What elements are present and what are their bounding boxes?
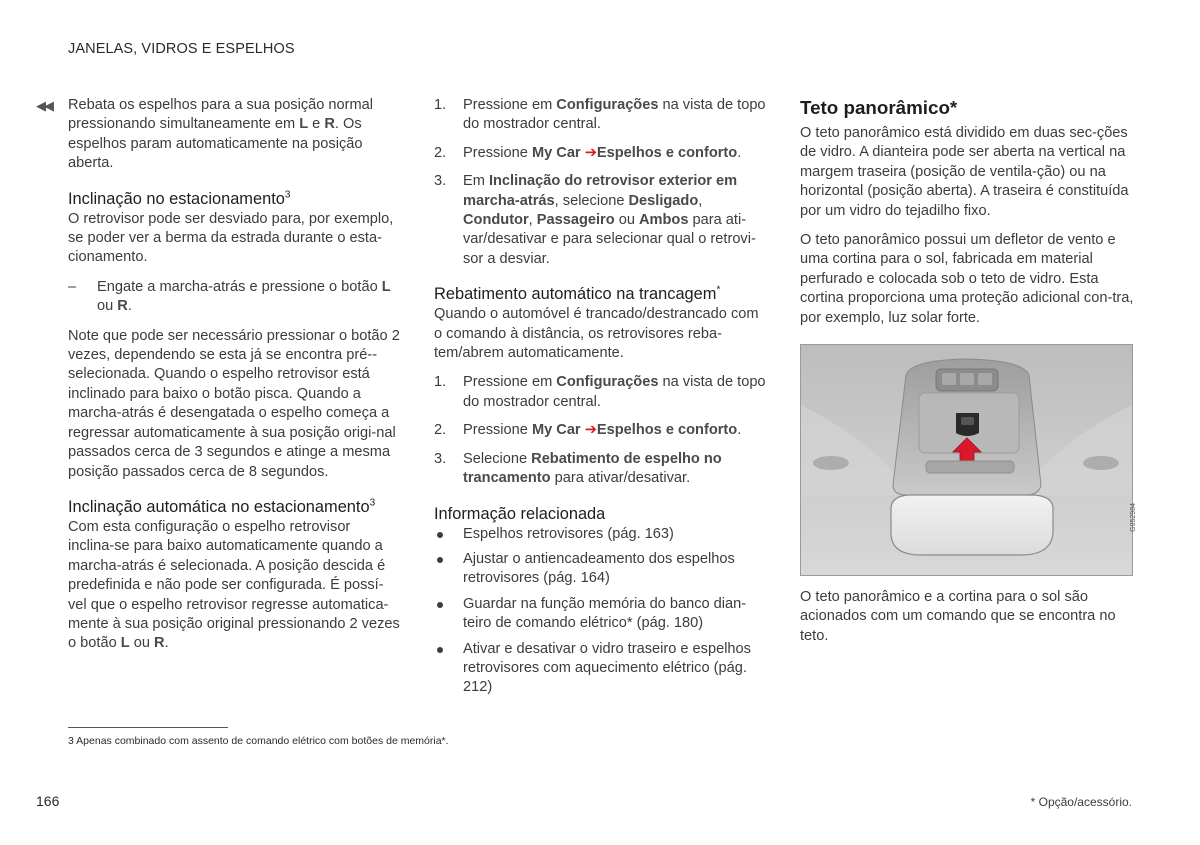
arrow-right-icon: ➔ — [584, 422, 597, 439]
intro-text: . Os espelhos param automaticamente na posição aberta. — [68, 116, 363, 172]
step-item: 1. Pressione em Configurações na vista de topo do mostrador central. — [434, 97, 766, 133]
roof-control-illustration — [800, 344, 1137, 576]
dash-list-item: – Engate a marcha-atrás e pressione o botão L ou R. — [68, 278, 391, 315]
related-links-list — [434, 525, 770, 698]
auto-fold-text: Quando o automóvel é trancado/destrancado com o comando à distância, os retrovisores reba-tem/abrem automaticamente. — [434, 306, 759, 362]
button-l-label: L — [381, 278, 391, 295]
column-3 — [800, 96, 1137, 656]
option-name: Ambos — [639, 212, 689, 229]
option-name: Passageiro — [536, 212, 615, 229]
footnote-divider — [68, 727, 228, 728]
menu-name: Rebatimento de espelho no trancamento — [463, 450, 722, 487]
heading-related-info: Informação relacionada — [434, 504, 606, 523]
step-item: 2. Pressione My Car ➔Espelhos e conforto. — [434, 422, 742, 439]
menu-name: Configurações — [556, 97, 659, 113]
note-paragraph: Note que pode ser necessário pressionar o botão 2 vezes, dependendo se esta já se encontra pré--selecionada. Quando o espelho retrovisor está inclinado para baixo o botão pisca. Quando a marcha-atrás é desengatada o espelho começa a regressar automaticamente à sua posição origi-nal passados cerca de 3 segundos e atinge a mesma posição passados cerca de 8 segundos. — [68, 327, 400, 480]
step-item: 3. Selecione Rebatimento de espelho no trancamento para ativar/desativar. — [434, 450, 722, 487]
roof-paragraph-2: O teto panorâmico possui um defletor de vento e uma cortina para o sol, fabricada em material perfurado e colocada sob o teto de vidro. Esta cortina proporciona uma proteção adicional con-tra, por exemplo, luz solar forte. — [800, 232, 1134, 326]
step-item: 1. Pressione em Configurações na vista de topo do mostrador central. — [434, 374, 766, 410]
menu-name: Espelhos e conforto — [596, 422, 738, 439]
intro-paragraph — [68, 96, 400, 174]
figure-caption: O teto panorâmico e a cortina para o sol são acionados com um comando que se encontra no teto. — [800, 589, 1116, 644]
running-header: JANELAS, VIDROS E ESPELHOS — [68, 41, 295, 57]
step-item: 3. Em Inclinação do retrovisor exterior em marcha-atrás, selecione Desligado, Condutor, Passageiro ou Ambos para ati-var/desativar e para selecionar qual o retrovi-sor a desviar. — [434, 173, 756, 267]
steps-list-fold — [434, 373, 770, 488]
auto-tilt-text: Com esta configuração o espelho retrovisor inclina-se para baixo automaticamente quando a marcha-atrás é selecionada. A posição descida é predefinida e não pode ser configurada. É possí-vel que o espelho retrovisor regresse automatica-mente à sua posição original pressionando 2 vezes o botão L ou R. — [68, 518, 400, 652]
roof-paragraph-1: O teto panorâmico está dividido em duas sec-ções de vidro. A dianteira pode ser aberta na vertical na margem traseira (posição de ventila-ção) ou na horizontal (posição aberta). A traseira é constituída por um vidro do tejadilho fixo. — [800, 125, 1129, 219]
option-name: Desligado — [628, 192, 699, 209]
button-r-label: R — [154, 635, 165, 652]
menu-name: My Car — [531, 422, 581, 439]
intro-text: Rebata os espelhos para a sua posição normal pressionando simultaneamente em — [68, 97, 374, 133]
option-star: * — [716, 284, 721, 296]
bullet-icon — [437, 532, 443, 538]
steps-list-tilt — [434, 96, 770, 269]
button-l-label: L — [299, 116, 309, 133]
continuation-mark: ◀◀ — [36, 98, 52, 113]
heading-panoramic-roof: Teto panorâmico* — [800, 97, 958, 118]
related-link[interactable]: Guardar na função memória do banco dian-teiro de comando elétrico* (pág. 180) — [434, 595, 770, 634]
parking-tilt-text: O retrovisor pode ser desviado para, por exemplo, se poder ver a berma da estrada durante o esta-cionamento. — [68, 210, 394, 266]
menu-name: Espelhos e conforto — [596, 144, 738, 161]
heading-auto-fold: Rebatimento automático na trancagem* — [434, 284, 721, 304]
intro-text: e — [308, 116, 325, 133]
menu-name: My Car — [531, 144, 581, 161]
button-l-label: L — [120, 635, 130, 652]
related-link[interactable]: Ajustar o antiencadeamento dos espelhos retrovisores (pág. 164) — [434, 550, 770, 589]
footnote-ref: 3 — [284, 189, 291, 201]
related-link[interactable]: Ativar e desativar o vidro traseiro e espelhos retrovisores com aquecimento elétrico (pág. 212) — [434, 640, 770, 698]
bullet-icon — [437, 647, 443, 653]
step-item: 2. Pressione My Car ➔Espelhos e conforto. — [434, 144, 742, 161]
footnote: 3 Apenas combinado com assento de comando elétrico com botões de memória*. — [68, 735, 449, 747]
arrow-right-icon: ➔ — [584, 144, 597, 161]
bullet-icon — [437, 557, 443, 563]
heading-auto-parking-tilt: Inclinação automática no estacionamento$^3$ — [68, 497, 376, 516]
button-r-label: R — [324, 116, 335, 133]
heading-parking-tilt: Inclinação no estacionamento$^3$ — [68, 189, 291, 208]
column-2 — [434, 96, 770, 704]
column-1 — [68, 96, 400, 664]
footnote-ref: 3 — [369, 497, 376, 509]
option-legend: * Opção/acessório. — [1030, 795, 1132, 809]
menu-name: Inclinação do retrovisor exterior em marcha-atrás — [463, 173, 738, 209]
bullet-icon — [437, 602, 443, 608]
related-link[interactable]: Espelhos retrovisores (pág. 163) — [434, 525, 770, 544]
option-name: Condutor — [463, 212, 529, 229]
menu-name: Configurações — [556, 374, 659, 391]
figure-code: G052984 — [1130, 503, 1137, 532]
dash-bullet: – — [68, 278, 77, 295]
ceiling-console-drawing — [801, 345, 1132, 575]
page-number: 166 — [36, 793, 60, 809]
button-r-label: R — [117, 298, 128, 315]
